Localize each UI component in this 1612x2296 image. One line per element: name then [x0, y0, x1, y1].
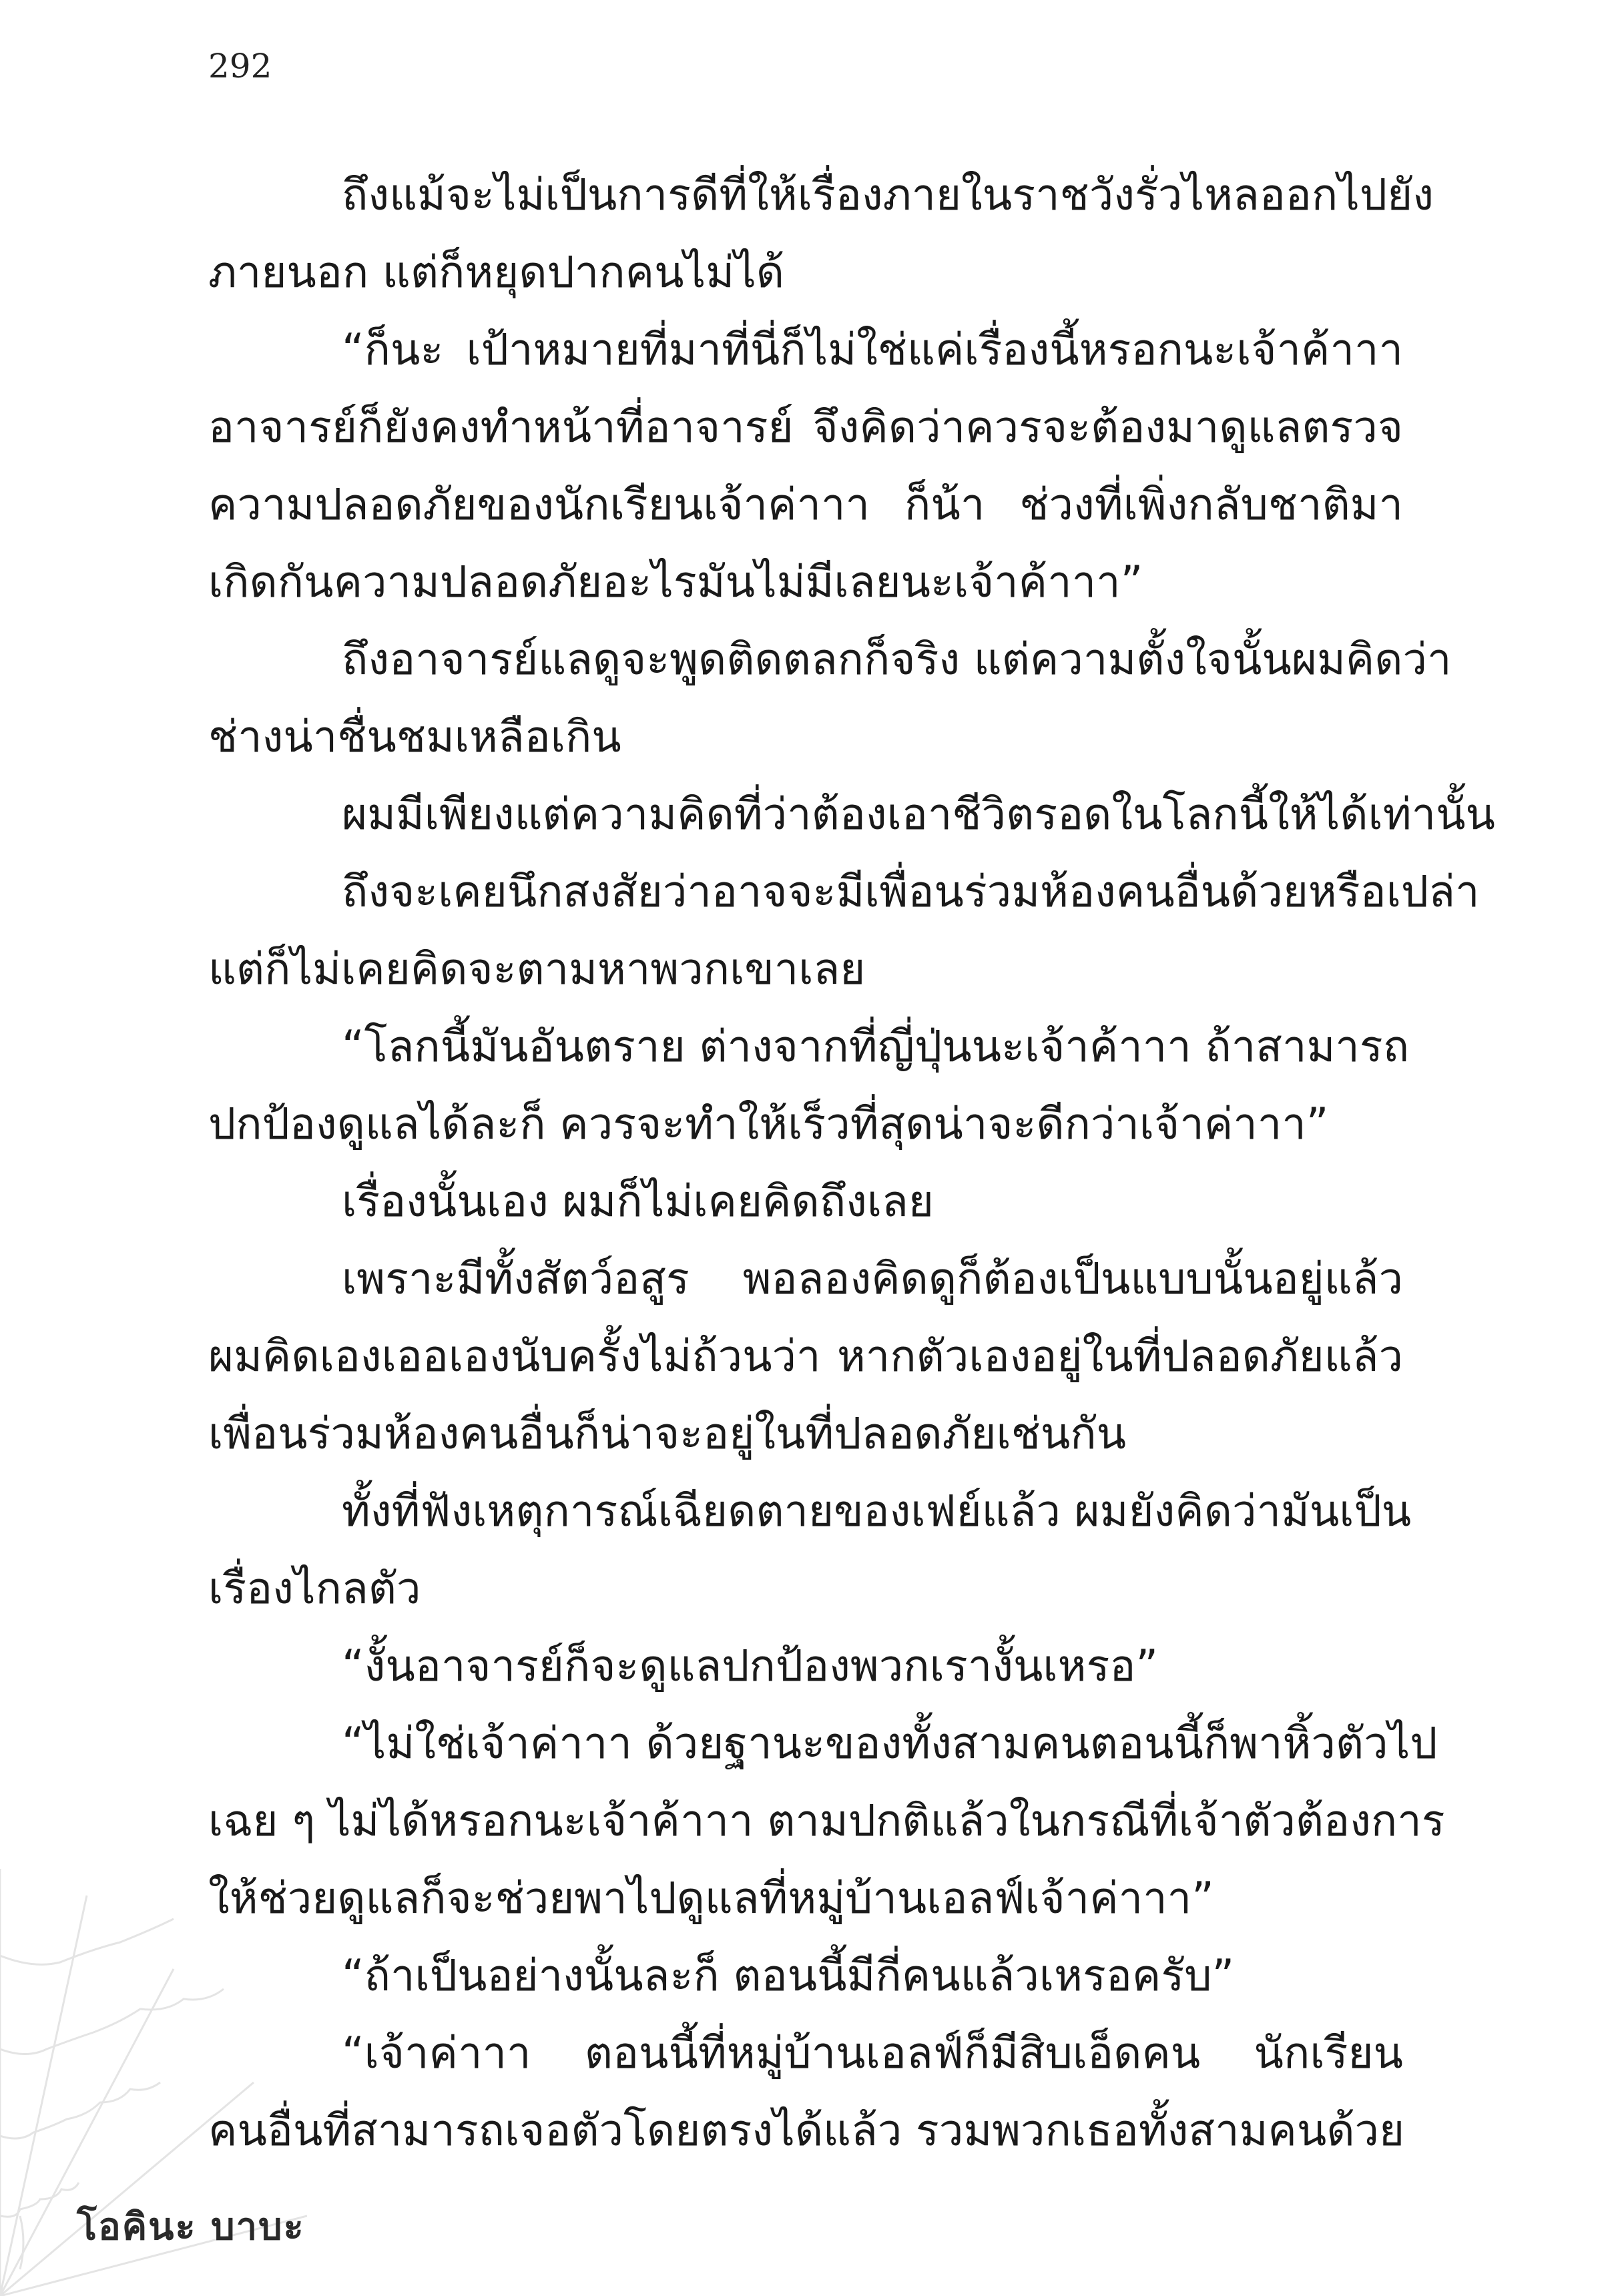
text-line: “โลกนี้มันอันตราย ต่างจากที่ญี่ปุ่นนะเจ้าค้าาา ถ้าสามารถ: [342, 1022, 1410, 1072]
text-line: “ก็นะ เป้าหมายที่มาที่นี่ก็ไม่ใช่แค่เรื่องนี้หรอกนะเจ้าค้าาา: [342, 325, 1403, 375]
text-line: ผมมีเพียงแต่ความคิดที่ว่าต้องเอาชีวิตรอดในโลกนี้ให้ได้เท่านั้น: [342, 790, 1495, 840]
text-line: อาจารย์ก็ยังคงทำหน้าที่อาจารย์ จึงคิดว่าควรจะต้องมาดูแลตรวจ: [208, 402, 1403, 453]
text-line: ภายนอก แต่ก็หยุดปากคนไม่ได้: [208, 248, 784, 298]
text-line: ปกป้องดูแลได้ละก็ ควรจะทำให้เร็วที่สุดน่าจะดีกว่าเจ้าค่าาา”: [208, 1099, 1329, 1149]
text-line: ความปลอดภัยของนักเรียนเจ้าค่าาา ก็น้า ช่วงที่เพิ่งกลับชาติมา: [208, 480, 1403, 530]
text-line: เรื่องไกลตัว: [208, 1564, 421, 1614]
text-line: “ไม่ใช่เจ้าค่าาา ด้วยฐานะของทั้งสามคนตอนนี้ก็พาหิ้วตัวไป: [342, 1719, 1438, 1769]
text-line: แต่ก็ไม่เคยคิดจะตามหาพวกเขาเลย: [208, 944, 866, 994]
text-line: ช่างน่าชื่นชมเหลือเกิน: [208, 712, 621, 762]
text-line: ผมคิดเองเออเองนับครั้งไม่ถ้วนว่า หากตัวเองอยู่ในที่ปลอดภัยแล้ว: [208, 1332, 1403, 1382]
footer-brand: โอคินะ บาบะ: [77, 2205, 305, 2249]
text-line: เพื่อนร่วมห้องคนอื่นก็น่าจะอยู่ในที่ปลอดภัยเช่นกัน: [208, 1409, 1127, 1459]
body-text: [208, 157, 1495, 2170]
text-line: “เจ้าค่าาา ตอนนี้ที่หมู่บ้านเอลฟ์ก็มีสิบเอ็ดคน นักเรียน: [342, 2028, 1403, 2078]
text-line: ถึงแม้จะไม่เป็นการดีที่ให้เรื่องภายในราชวังรั่วไหลออกไปยัง: [342, 170, 1434, 220]
page-number: 292: [208, 47, 272, 85]
text-line: เพราะมีทั้งสัตว์อสูร พอลองคิดดูก็ต้องเป็นแบบนั้นอยู่แล้ว: [342, 1254, 1403, 1304]
text-line: เกิดกันความปลอดภัยอะไรมันไม่มีเลยนะเจ้าค้าาา”: [208, 557, 1143, 607]
text-line: ถึงจะเคยนึกสงสัยว่าอาจจะมีเพื่อนร่วมห้องคนอื่นด้วยหรือเปล่า: [342, 867, 1480, 917]
text-line: เรื่องนั้นเอง ผมก็ไม่เคยคิดถึงเลย: [342, 1177, 934, 1227]
text-line: เฉย ๆ ไม่ได้หรอกนะเจ้าค้าาา ตามปกติแล้วในกรณีที่เจ้าตัวต้องการ: [208, 1796, 1445, 1846]
text-line: ถึงอาจารย์แลดูจะพูดติดตลกก็จริง แต่ความตั้งใจนั้นผมคิดว่า: [342, 635, 1452, 685]
text-line: ให้ช่วยดูแลก็จะช่วยพาไปดูแลที่หมู่บ้านเอลฟ์เจ้าค่าาา”: [208, 1874, 1214, 1924]
text-line: “งั้นอาจารย์ก็จะดูแลปกป้องพวกเรางั้นเหรอ”: [342, 1641, 1159, 1691]
text-line: ทั้งที่ฟังเหตุการณ์เฉียดตายของเฟย์แล้ว ผมยังคิดว่ามันเป็น: [342, 1486, 1412, 1536]
text-line: คนอื่นที่สามารถเจอตัวโดยตรงได้แล้ว รวมพวกเธอทั้งสามคนด้วย: [208, 2106, 1405, 2156]
text-line: “ถ้าเป็นอย่างนั้นละก็ ตอนนี้มีกี่คนแล้วเหรอครับ”: [342, 1951, 1235, 2001]
